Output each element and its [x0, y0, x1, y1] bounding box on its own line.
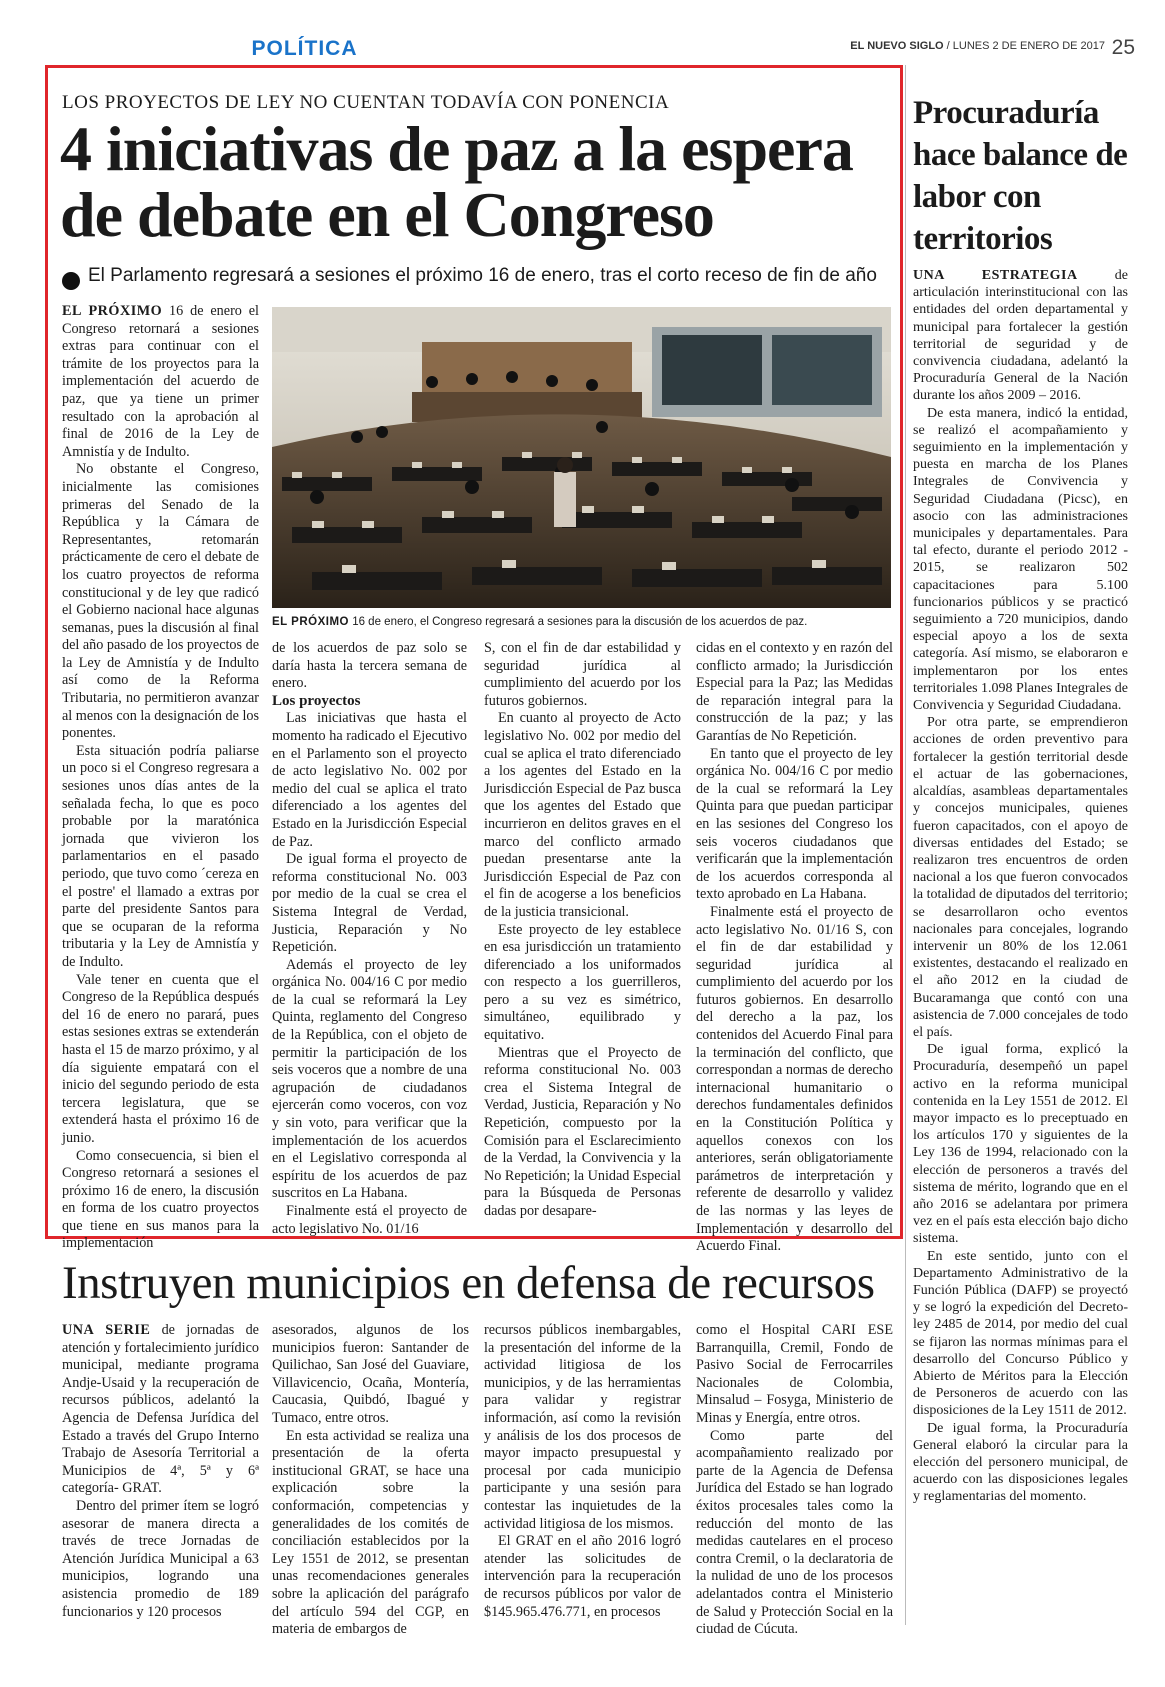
congress-session-photo	[272, 307, 891, 608]
bottom-column-1	[62, 1322, 259, 1621]
paragraph: Dentro del primer ítem se logró asesorar de manera directa a través de trece Jornadas de Atención Jurídica Municipal a 63 municipios, logrando una asistencia promedio de 189 funcionarios y 120 procesos	[62, 1497, 259, 1620]
paragraph: De esta manera, indicó la entidad, se realizó el acompañamiento y seguimiento en la implementación y puesta en marcha de los Planes Integrales de Convivencia y Seguridad Ciudadana (Picsc), en asocio con las administraciones municipales y departamentales. Para tal efecto, durante el periodo 2012 - 2015, se realizaron 502 capacitaciones para 5.100 funcionarios públicos y se practicó seguimiento a 720 municipios, dando especial apoyo a los de sexta categoría. Así mismo, se elaboraron e implementaron por los entes territoriales 1.098 Planes Integrales de Convivencia y Seguridad Ciudadana.	[913, 405, 1128, 714]
section-label: POLÍTICA	[251, 37, 358, 60]
paragraph: Vale tener en cuenta que el Congreso de la República después del 16 de enero no parará, pues estas sesiones extras se extenderán hasta el 15 de marzo próximo, y al día siguiente empatará con el inicio del segundo periodo de esta tercera legislatura, que se extenderá hasta el próximo 16 de junio.	[62, 971, 259, 1146]
paragraph: EL PRÓXIMO 16 de enero el Congreso retornará a sesiones extras para continuar con el trámite de los proyectos para la implementación del acuerdo de paz, que ya tiene un primer resultado con la aprobación al final de 2016 de la Ley de Amnistía y de Indulto.	[62, 303, 259, 460]
paragraph: S, con el fin de dar estabilidad y seguridad jurídica al cumplimiento del acuerdo por los futuros gobiernos.	[484, 640, 681, 709]
lead-in: EL PRÓXIMO	[62, 303, 163, 319]
paragraph: Este proyecto de ley establece en esa jurisdicción un tratamiento diferenciado a los uniformados con respecto a los guerrilleros, pero a su vez es simétrico, simultáneo, equilibrado y equitativo.	[484, 921, 681, 1044]
issue-date: / LUNES 2 DE ENERO DE 2017	[946, 40, 1105, 52]
paragraph: Las iniciativas que hasta el momento ha radicado el Ejecutivo en el Parlamento son el proyecto de acto legislativo No. 002 por medio del cual se aplica el trato diferenciado a los agentes del Estado en la Jurisdicción Especial de Paz.	[272, 710, 467, 850]
paragraph: De igual forma, la Procuraduría General elaboró la circular para la elección del personero municipal, de acuerdo con las disposiciones legales y reglamentarias del momento.	[913, 1420, 1128, 1505]
photo-caption	[272, 616, 897, 628]
paragraph: Mientras que el Proyecto de reforma constitucional No. 003 crea el Sistema Integral de Verdad, Justicia, Reparación y No Repetición, compuesto por la Comisión para el Esclarecimiento de la Verdad, la Convivencia y la No Repetición; la Unidad Especial para la Búsqueda de Personas dadas por desapare-	[484, 1044, 681, 1219]
paragraph: Finalmente está el proyecto de acto legislativo No. 01/16 S, con el fin de dar estabilidad y seguridad jurídica al cumplimiento del acuerdo por los futuros gobiernos. En desarrollo del derecho a la paz, los contenidos del Acuerdo Final para la terminación del conflicto, que correspondan a normas de derecho internacional humanitario o derechos fundamentales definidos en la Constitución Política y aquellos conexos con los anteriores, serán obligatoriamente parámetros de interpretación y referente de desarrollo y validez de las normas y las leyes de Implementación y desarrollo del Acuerdo Final.	[696, 903, 893, 1255]
article-kicker: LOS PROYECTOS DE LEY NO CUENTAN TODAVÍA CON PONENCIA	[62, 92, 670, 113]
paragraph: de los acuerdos de paz solo se daría hasta la tercera semana de enero.	[272, 640, 467, 692]
side-article-body	[913, 267, 1128, 1506]
paragraph: UNA ESTRATEGIA de articulación interinstitucional con las entidades del orden departamental y municipal para fortalecer la gestión territorial de seguridad y de convivencia ciudadana, adelantó la Procuraduría General de la Nación durante los años 2009 – 2016.	[913, 268, 1129, 404]
headline-line-1: 4 iniciativas de paz a la espera	[60, 113, 853, 184]
paragraph: UNA SERIE de jornadas de atención y fortalecimiento jurídico municipal, mediante programa Andje-Usaid y la recuperación de recursos públicos, adelantó la Agencia de Defensa Jurídica del Estado a través del Grupo Interno Trabajo de Asesoría Territorial a Municipios de 4ª, 5ª y 6ª categoría- GRAT.	[62, 1322, 259, 1497]
article-deck: El Parlamento regresará a sesiones el próximo 16 de enero, tras el corto receso de fin de año	[88, 265, 877, 286]
headline-line-2: de debate en el Congreso	[60, 179, 714, 250]
bottom-column-2	[272, 1322, 469, 1639]
page-number: 25	[1111, 36, 1135, 59]
caption-text: 16 de enero, el Congreso regresará a sesiones para la discusión de los acuerdos de paz.	[349, 616, 808, 628]
paragraph: En cuanto al proyecto de Acto legislativo No. 002 por medio del cual se aplica el trato diferenciado a los agentes del Estado en la Jurisdicción Especial de Paz busca que los agentes del Estado que incurrieron en delitos graves en el marco del conflicto armado puedan presentarse ante la Jurisdicción Especial de Paz con el fin de acogerse a los beneficios de la justicia transicional.	[484, 710, 681, 920]
side-article-headline: Procuraduría hace balance de labor con territorios	[913, 95, 1128, 257]
masthead-info	[850, 40, 1105, 52]
article-column-4	[696, 640, 893, 1256]
paragraph: El GRAT en el año 2016 logró atender las solicitudes de intervención para la recuperación de recursos públicos por valor de $145.965.476.771, en procesos	[484, 1533, 681, 1620]
paragraph: Además el proyecto de ley orgánica No. 004/16 C por medio de la cual se reformará la Ley Quinta, reglamento del Congreso de la República, con el objeto de permitir la participación de los seis voceros que a nombre de una agrupación de ciudadanos ejercerán como voceros, con voz y sin voto, para verificar que la implementación de los acuerdos en el Legislativo corresponda al espíritu de los acuerdos de paz suscritos en La Habana.	[272, 956, 467, 1202]
paragraph: En tanto que el proyecto de ley orgánica No. 004/16 C por medio de la cual se reformará la Ley Quinta para que puedan participar en las sesiones del Congreso los seis voceros ciudadanos que verificarán que la implementación de los acuerdos corresponda al texto aprobado en La Habana.	[696, 745, 893, 903]
deck-bullet-icon	[62, 272, 80, 290]
lead-in: UNA ESTRATEGIA	[913, 268, 1078, 283]
article-column-3	[484, 640, 681, 1221]
paragraph: Esta situación podría paliarse un poco si el Congreso regresara a sesiones unos días antes de la señalada fecha, lo que es poco probable por la maratónica jornada que vivieron los parlamentarios en el pasado periodo, que tuvo como ´cereza en el postre' el llamado a extras por parte del presidente Santos para que se ocuparan de la reforma tributaria y la Ley de Amnistía y de Indulto.	[62, 742, 259, 970]
paragraph: Como parte del acompañamiento realizado por parte de la Agencia de Defensa Jurídica del Estado se han logrado éxitos procesales tales como la reducción del monto de las medidas cautelares en el proceso contra Cremil, o la declaratoria de la nulidad de uno de los procesos adelantados contra el Ministerio de Salud y Protección Social en la ciudad de Cúcuta.	[696, 1427, 893, 1638]
paragraph: De igual forma el proyecto de reforma constitucional No. 003 por medio de la cual se crea el Sistema Integral de Verdad, Justicia, Reparación y No Repetición.	[272, 851, 467, 956]
bottom-column-4	[696, 1322, 893, 1639]
article-column-2	[272, 640, 467, 1238]
paragraph: Por otra parte, se emprendieron acciones de orden preventivo para fortalecer la gestión territorial desde el actuar de las gobernaciones, alcaldías, asambleas departamentales y concejos municipales, quienes fueron capacitados, con el apoyo de diversas entidades del Estado; se realizaron tres encuentros de orden nacional a los que fueron convocados la totalidad de diputados del territorio; se desarrollaron ocho eventos nacionales para concejales, logrando intervenir un 80% de los 12.061 existentes, destacando el realizado en el año 2012 en la ciudad de Bucaramanga que contó con una asistencia de 7.000 concejales de todo el país.	[913, 715, 1128, 1040]
bottom-article-headline: Instruyen municipios en defensa de recursos	[62, 1257, 875, 1309]
article-headline	[60, 113, 900, 250]
paragraph: Finalmente está el proyecto de acto legislativo No. 01/16	[272, 1203, 467, 1237]
publication-name: EL NUEVO SIGLO	[850, 40, 944, 52]
lead-in: UNA SERIE	[62, 1322, 151, 1338]
caption-lead: EL PRÓXIMO	[272, 616, 349, 628]
bottom-column-3	[484, 1322, 681, 1621]
column-divider	[905, 65, 906, 1625]
paragraph: Como consecuencia, si bien el Congreso retornará a sesiones el próximo 16 de enero, la discusión en forma de los cuatro proyectos que tiene en sus manos para la implementación	[62, 1147, 259, 1252]
paragraph: De igual forma, explicó la Procuraduría, desempeñó un papel activo en la reforma municipal contenida en la Ley 1551 de 2012. El mayor impacto es lo preceptuado en los artículos 170 y siguientes de la Ley 136 de 1994, relacionado con la elección de personeros a través del sistema de mérito, logrando que en el año 2016 se adelantara por primera vez en el país esta elección bajo dicho sistema.	[913, 1042, 1128, 1247]
paragraph: cidas en el contexto y en razón del conflicto armado; la Jurisdicción Especial para la Paz; las Medidas de reparación integral para la construcción de la paz; y las Garantías de No Repetición.	[696, 640, 893, 744]
paragraph: En esta actividad se realiza una presentación de la oferta institucional GRAT, se hace una explicación sobre la conformación, competencias y generalidades de los comités de conciliación establecidos por la Ley 1551 de 2012, se presentan unas recomendaciones generales sobre la aplicación del parágrafo del artículo 594 del CGP, en materia de embargos de	[272, 1427, 469, 1638]
paragraph: No obstante el Congreso, inicialmente las comisiones primeras del Senado de la República y la Cámara de Representantes, retomarán prácticamente de cero el debate de los cuatro proyectos de reforma constitucional y de ley que radicó el Gobierno nacional hace algunas semanas, pues la discusión al final del año pasado de los proyectos de la Ley de Amnistía y de Indulto así como de la Reforma Tributaria, no permitieron avanzar al menos con la designación de los ponentes.	[62, 461, 259, 742]
paragraph: En este sentido, junto con el Departamento Administrativo de la Función Pública (DAFP) se proyectó y se logró la expedición del Decreto-ley 2485 de 2014, por medio del cual se fijaron las normas mínimas para el desarrollo del Concurso Público y Abierto de Méritos para la Elección de Personeros de acuerdo con las disposiciones de la Ley 1511 de 2012.	[913, 1248, 1128, 1419]
paragraph: asesorados, algunos de los municipios fueron: Santander de Quilichao, San José del Guaviare, Villavicencio, Ocaña, Montería, Caucasia, Quibdó, Ibagué y Tumaco, entre otros.	[272, 1322, 469, 1426]
paragraph: como el Hospital CARI ESE Barranquilla, Cremil, Fondo de Pasivo Social de Ferrocarriles Nacionales de Colombia, Minsalud – Fosyga, Ministerio de Minas y Energía, entre otros.	[696, 1322, 893, 1426]
paragraph: recursos públicos inembargables, la presentación del informe de la actividad litigiosa de los municipios, y de las herramientas para validar y registrar información, así como la revisión y análisis de los dos procesos de mayor impacto presupuestal y procesal por cada municipio participante y una sesión para contestar las inquietudes de la actividad litigiosa de los mismos.	[484, 1322, 681, 1532]
article-column-1	[62, 303, 259, 1253]
subhead: Los proyectos	[272, 692, 361, 709]
